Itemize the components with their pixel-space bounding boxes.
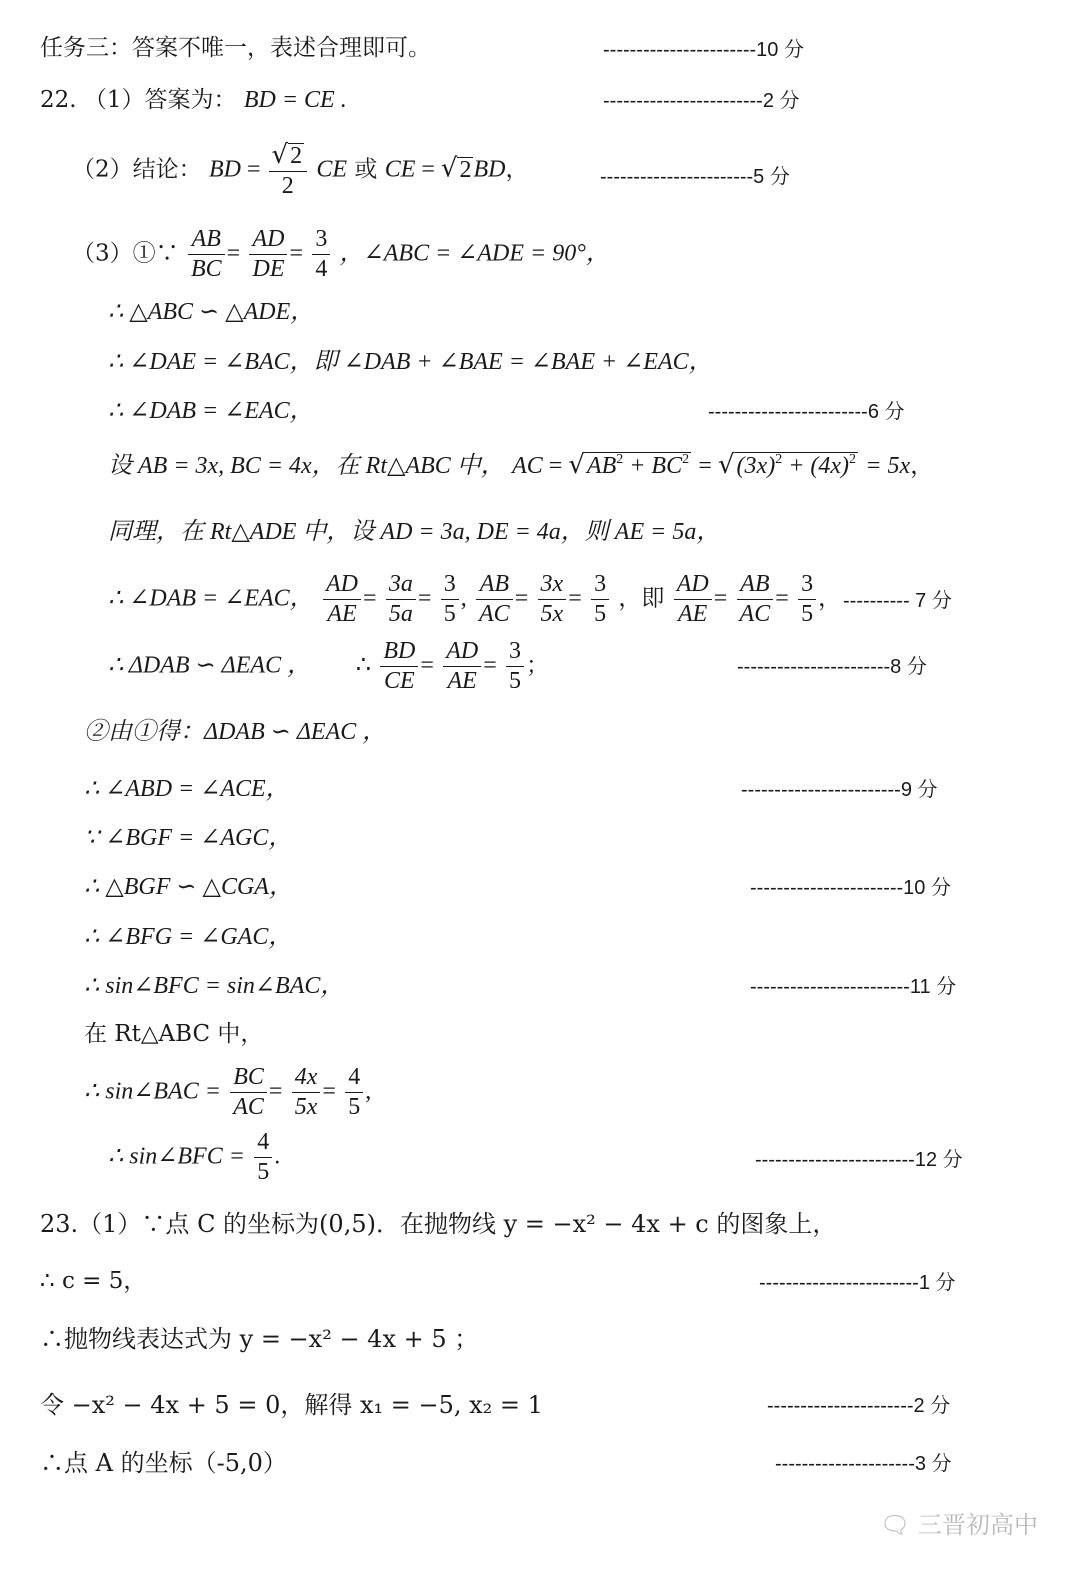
c5-line: ∴ c = 5，: [40, 1268, 147, 1294]
q22-2-mid: 或: [354, 156, 378, 183]
score-2: ------------------------2 分: [603, 90, 800, 112]
set-ab-prefix: 设 AB = 3x, BC = 4x，在 Rt△ABC 中，: [108, 453, 505, 479]
sim2-therefore: ∴: [355, 652, 372, 679]
q22-2-prefix: （2）结论：: [72, 156, 202, 183]
score-23-3: ---------------------3 分: [775, 1453, 952, 1475]
q22-1-eq: BD = CE .: [243, 87, 347, 113]
sim3-line: ∴ △BGF ∽ △CGA，: [84, 874, 293, 900]
q22-1-prefix: （1）答案为：: [83, 87, 237, 113]
dae-line: ∴ ∠DAE = ∠BAC，即 ∠DAB + ∠BAE = ∠BAE + ∠EAC，: [108, 349, 713, 375]
score-5: -----------------------5 分: [600, 166, 790, 188]
score-11: ------------------------11 分: [750, 976, 957, 998]
sinbac-line: ∴ sin∠BAC = $\frac{BC}{AC}$ = $\frac{4x}{5x}$ = $\frac{4}{5}$ ,: [84, 1064, 372, 1120]
q22-part3: （3）①∵ $\frac{AB}{BC}$ = $\frac{AD}{DE}$ = $\frac{3}{4}$ ，∠ABC = ∠ADE = 90°，: [72, 226, 610, 282]
ji-text: ，即: [618, 585, 665, 612]
sinbfc2-line: ∴ sin∠BFC = $\frac{4}{5}$ .: [108, 1129, 281, 1185]
dab-eac2: ∴ ∠DAB = ∠EAC，: [108, 585, 314, 612]
bgf-line: ∵ ∠BGF = ∠AGC，: [84, 825, 293, 851]
ling-line: 令 −x² − 4x + 5 = 0，解得 x₁ = −5, x₂ = 1: [40, 1391, 543, 1419]
wechat-icon: 🗨: [879, 1511, 911, 1539]
in-rt-line: 在 Rt△ABC 中，: [84, 1021, 264, 1047]
score-6: ------------------------6 分: [708, 401, 905, 423]
q22-label: 22.: [40, 87, 77, 113]
q22-part1: [40, 88, 347, 112]
sim2-line: ∴ ΔDAB ∽ ΔEAC ， ∴ $\frac{BD}{CE}$ = $\frac{AD}{AE}$ = $\frac{3}{5}$ ；: [108, 638, 550, 694]
parabola-line: ∴抛物线表达式为 y = −x² − 4x + 5 ；: [40, 1325, 479, 1353]
pointA-line: ∴点 A 的坐标（-5,0）: [40, 1449, 287, 1477]
score-12: ------------------------12 分: [755, 1149, 963, 1171]
angle-eq: ，∠ABC = ∠ADE = 90°，: [339, 240, 610, 267]
similarly-line: 同理，在 Rt△ADE 中，设 AD = 3a, DE = 4a，则 AE = 5a，: [108, 519, 721, 545]
score-10: -----------------------10 分: [750, 877, 951, 899]
sinbfc2-prefix: ∴ sin∠BFC =: [108, 1143, 245, 1170]
bfg-line: ∴ ∠BFG = ∠GAC，: [84, 924, 293, 950]
task3-text: 任务三：答案不唯一，表述合理即可。: [40, 35, 431, 61]
part2-line: ②由①得：ΔDAB ∽ ΔEAC ，: [84, 719, 387, 745]
score-23-1: ------------------------1 分: [759, 1272, 956, 1294]
watermark: [880, 1505, 1038, 1540]
sinbfc-line: ∴ sin∠BFC = sin∠BAC，: [84, 973, 345, 999]
score-10a: -----------------------10 分: [603, 39, 804, 61]
q23-1-line: 23.（1）∵点 C 的坐标为(0,5)．在抛物线 y = −x² − 4x + c 的图象上，: [40, 1210, 837, 1238]
score-7: ---------- 7 分: [843, 590, 952, 612]
sim1-line: ∴ △ABC ∽ △ADE，: [108, 299, 315, 325]
score-9: ------------------------9 分: [741, 779, 938, 801]
q22-3-prefix: （3）①∵: [72, 240, 179, 267]
dab-eac-line: ∴ ∠DAB = ∠EAC，: [108, 398, 314, 424]
set-ab-line: 设 AB = 3x, BC = 4x，在 Rt△ABC 中， AC = $√AB^2 + BC^2 = √(3x)^2 + (4x)^2 = 5x$，: [108, 450, 934, 480]
score-23-2: ----------------------2 分: [767, 1395, 951, 1417]
ratio-line: ∴ ∠DAB = ∠EAC， $\frac{AD}{AE}$ = $\frac{3a}{5a}$ = $\frac{3}{5}$ , $\frac{AB}{AC}$ = $\frac{3x}{5x}$ = $\frac{3}{5}$ ，即 $\frac{AD}{AE}$ = $\frac{AB}{AC}$ = $\frac{3}{5}$ ，: [108, 571, 842, 627]
abd-line: ∴ ∠ABD = ∠ACE，: [84, 776, 290, 802]
q22-part2: （2）结论： BD = $\frac{√2}{2}$ CE 或 CE = √2BD，: [72, 140, 529, 200]
sinbac-prefix: ∴ sin∠BAC =: [84, 1078, 221, 1105]
watermark-text: 三晋初高中: [918, 1511, 1038, 1539]
score-8: -----------------------8 分: [737, 656, 927, 678]
sim2-left: ∴ ΔDAB ∽ ΔEAC ，: [108, 652, 312, 679]
